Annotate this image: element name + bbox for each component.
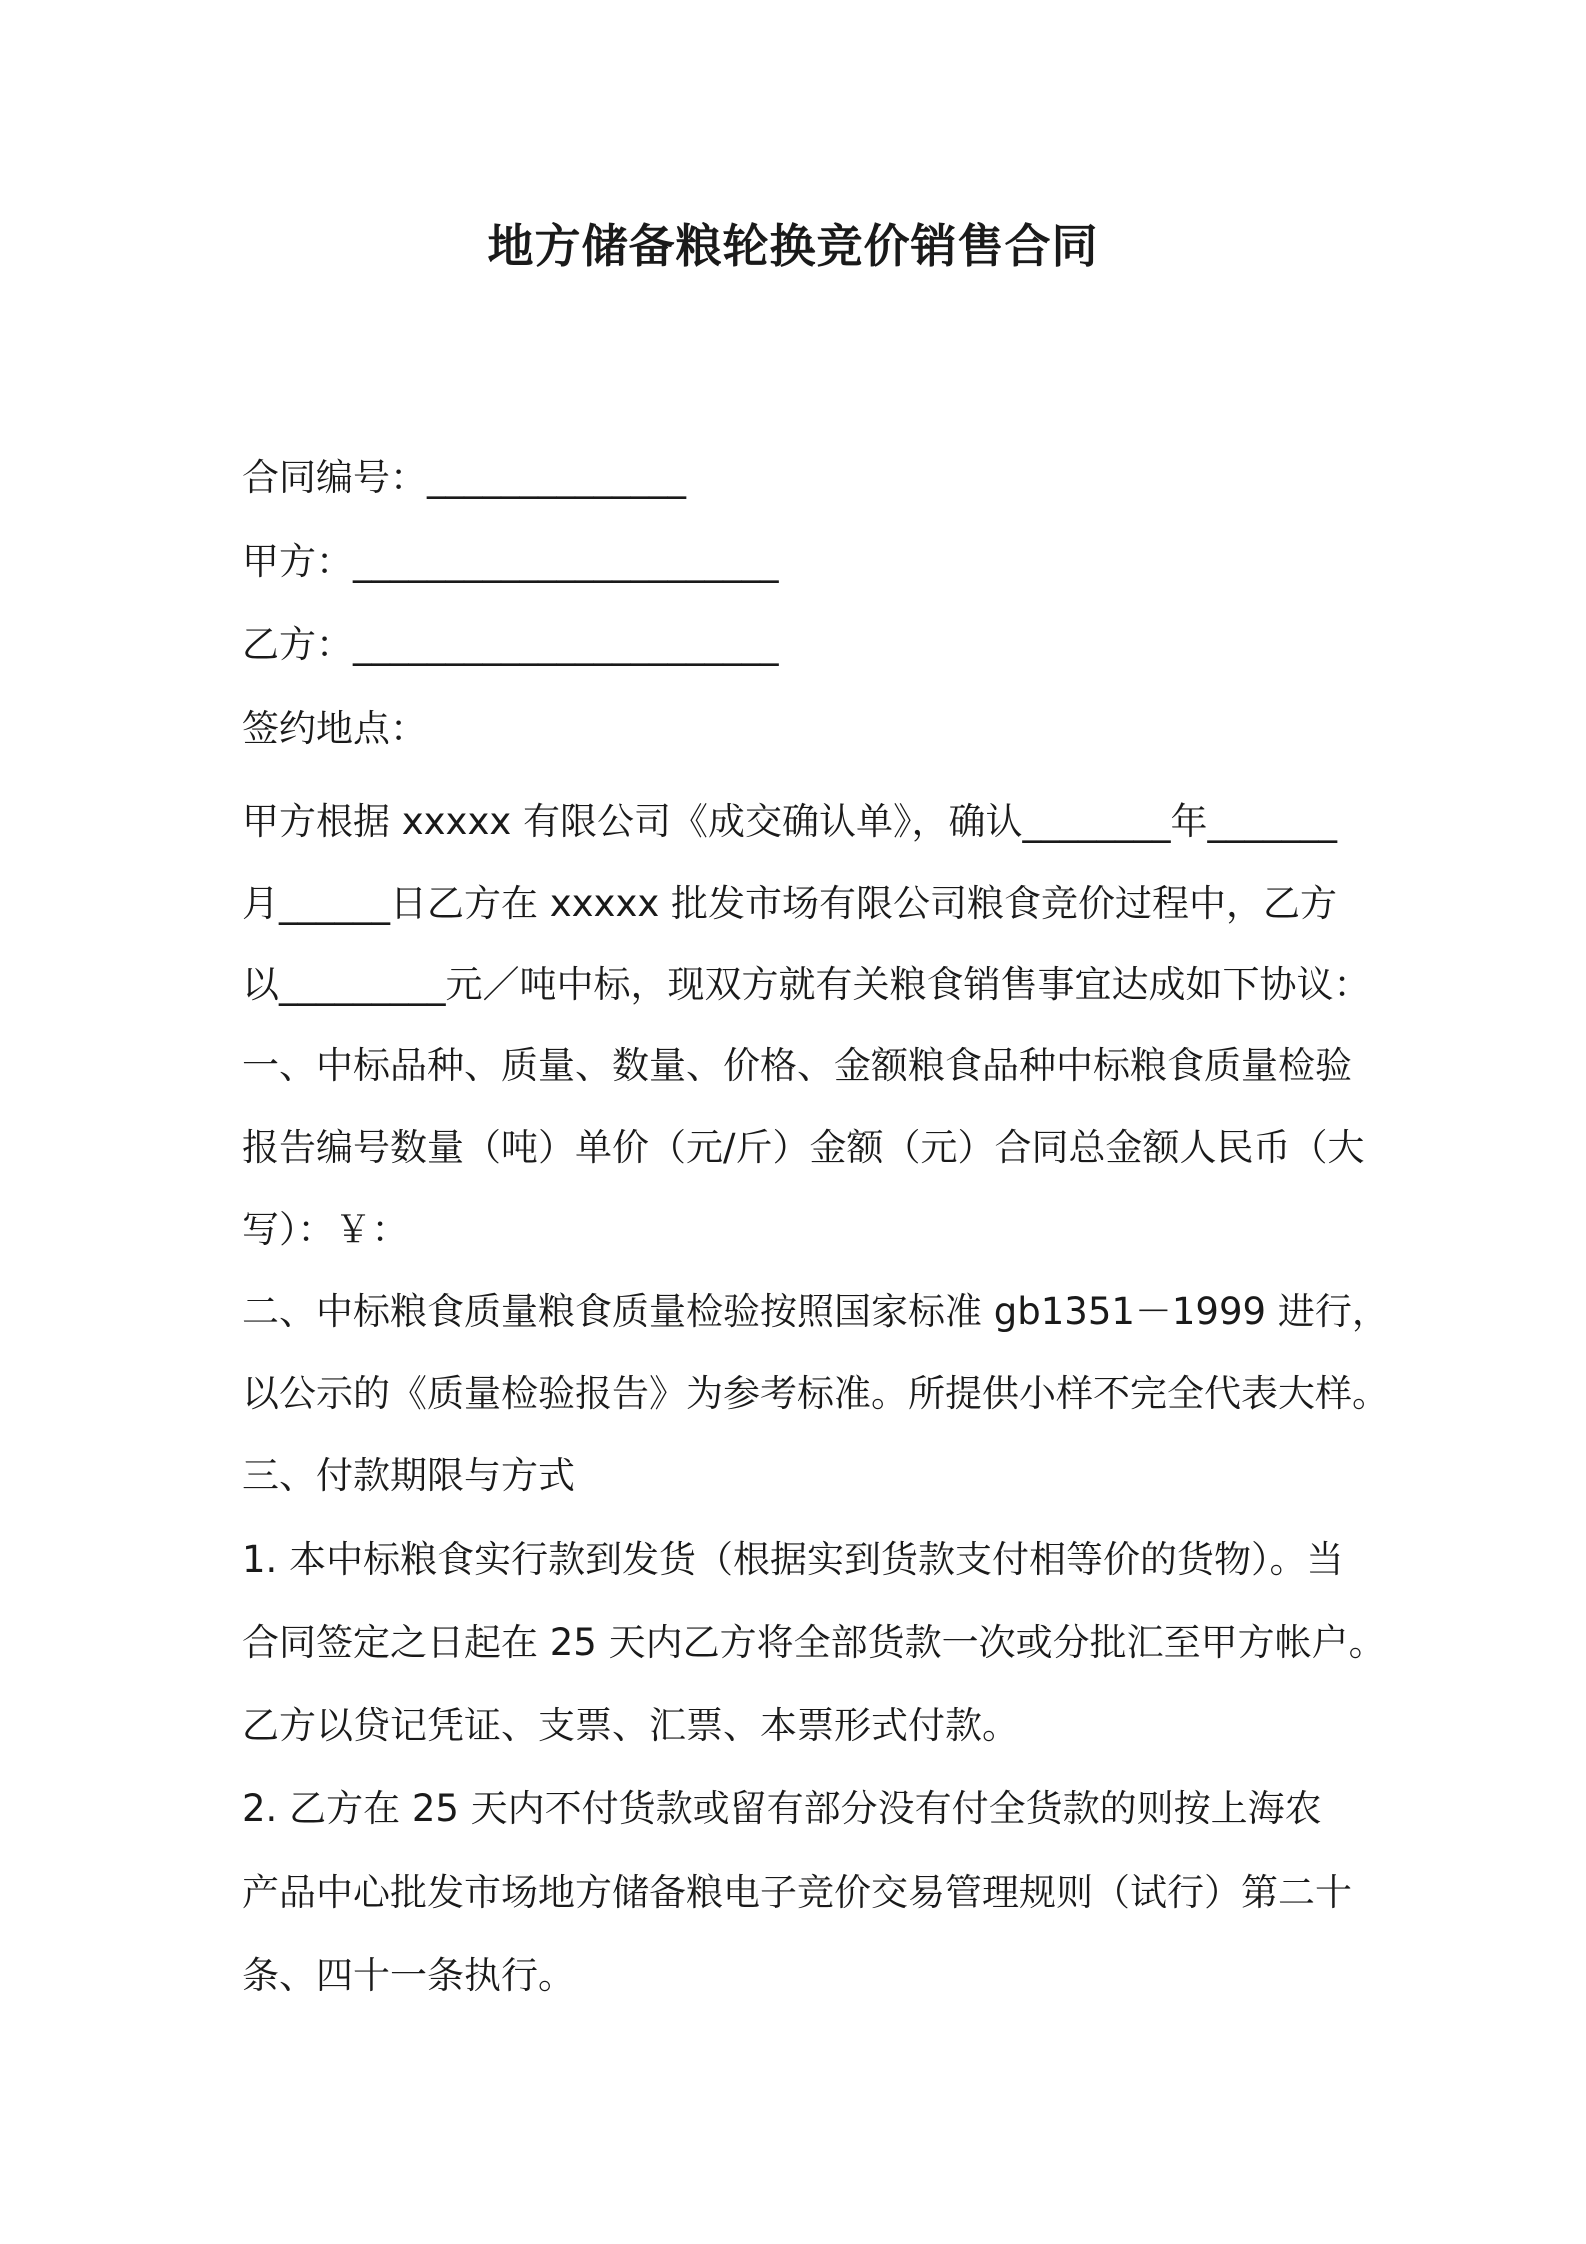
- section-1-line: 一、中标品种、质量、数量、价格、金额粮食品种中标粮食质量检验: [242, 1044, 1352, 1087]
- payment-item-1-line: 1. 本中标粮食实行款到发货（根据实到货款支付相等价的货物）。当: [242, 1538, 1344, 1581]
- section-3-heading: 三、付款期限与方式: [242, 1454, 575, 1497]
- party-a-field: 甲方：_______________________: [242, 540, 779, 583]
- document-title: 地方储备粮轮换竞价销售合同: [487, 219, 1099, 273]
- payment-item-1-line: 合同签定之日起在 25 天内乙方将全部货款一次或分批汇至甲方帐户。: [242, 1621, 1386, 1664]
- signing-place-field: 签约地点：: [242, 707, 427, 750]
- preamble-line: 甲方根据 xxxxx 有限公司《成交确认单》，确认________年_______: [242, 800, 1338, 843]
- section-2-line: 以公示的《质量检验报告》为参考标准。所提供小样不完全代表大样。: [242, 1372, 1389, 1415]
- preamble-line: 月______日乙方在 xxxxx 批发市场有限公司粮食竞价过程中，乙方: [242, 882, 1338, 925]
- section-1-line: 写）：￥：: [242, 1208, 409, 1251]
- payment-item-1-line: 乙方以贷记凭证、支票、汇票、本票形式付款。: [242, 1704, 1019, 1747]
- payment-item-2-line: 产品中心批发市场地方储备粮电子竞价交易管理规则（试行）第二十: [242, 1871, 1352, 1914]
- section-2-line: 二、中标粮食质量粮食质量检验按照国家标准 gb1351－1999 进行，: [242, 1290, 1389, 1333]
- section-1-line: 报告编号数量（吨）单价（元/斤）金额（元）合同总金额人民币（大: [242, 1126, 1365, 1169]
- contract-number-field: 合同编号：______________: [242, 456, 686, 499]
- payment-item-2-line: 条、四十一条执行。: [242, 1954, 575, 1997]
- party-b-field: 乙方：_______________________: [242, 623, 779, 666]
- preamble-line: 以_________元／吨中标，现双方就有关粮食销售事宜达成如下协议：: [242, 963, 1371, 1006]
- payment-item-2-line: 2. 乙方在 25 天内不付货款或留有部分没有付全货款的则按上海农: [242, 1787, 1322, 1830]
